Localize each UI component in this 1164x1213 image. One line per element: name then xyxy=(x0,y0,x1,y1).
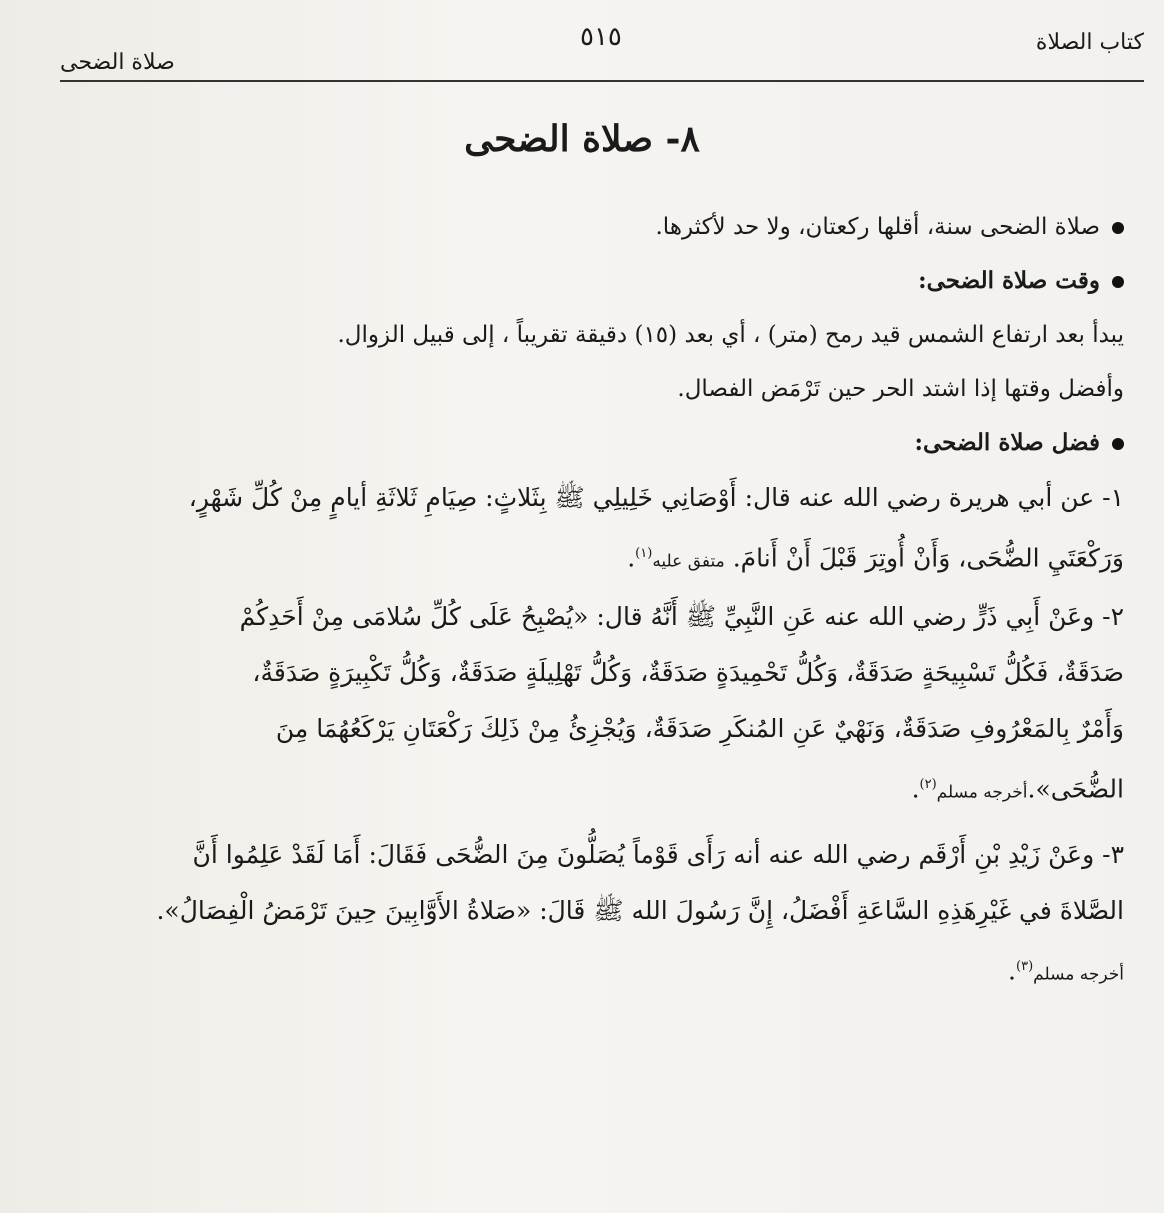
bullet-text: وقت صلاة الضحى: xyxy=(918,267,1100,294)
hadith-line: ٢- وعَنْ أَبِي ذَرٍّ رضي الله عنه عَنِ النَّبِيِّ ﷺ أَنَّهُ قال: «يُصْبِحُ عَلَى كُلِّ سُلامَى مِنْ أَحَدِكُمْ xyxy=(239,602,1124,632)
bullet-item xyxy=(40,254,1124,308)
footnote-ref: (٢) xyxy=(919,777,937,793)
bullet-text: صلاة الضحى سنة، أقلها ركعتان، ولا حد لأكثرها. xyxy=(655,214,1100,240)
footnote-ref: (١) xyxy=(635,546,653,561)
hadith-text: وَرَكْعَتَيِ الضُّحَى، وَأَنْ أُوتِرَ قَبْلَ أَنْ أَنامَ. xyxy=(732,543,1124,573)
section-title: ٨- صلاة الضحى xyxy=(464,118,700,160)
hadith-line: صَدَقَةٌ، فَكُلُّ تَسْبِيحَةٍ صَدَقَةٌ، وَكُلُّ تَحْمِيدَةٍ صَدَقَةٌ، وَكُلُّ تَهْلِيلَةٍ صَدَقَةٌ، وَكُلُّ تَكْبِيرَةٍ صَدَقَةٌ، xyxy=(252,658,1124,688)
hadith-source: أخرجه مسلم xyxy=(1033,963,1124,984)
hadith-text: الضُّحَى». xyxy=(1027,774,1124,804)
bullet-icon xyxy=(1112,276,1124,288)
paragraph-line: وأفضل وقتها إذا اشتد الحر حين تَرْمَض الفصال. xyxy=(677,376,1124,402)
bullet-item xyxy=(40,200,1124,254)
bullet-icon xyxy=(1112,222,1124,234)
hadith-line: أخرجه مسلم$^{(٣)}$. xyxy=(1008,955,1124,985)
book-title: كتاب الصلاة xyxy=(1035,30,1144,55)
hadith-line: ٣- وعَنْ زَيْدِ بْنِ أَرْقَم رضي الله عنه أنه رَأَى قَوْماً يُصَلُّونَ مِنَ الضُّحَى فَقَالَ: أَمَا لَقَدْ عَلِمُوا أَنَّ xyxy=(192,839,1124,869)
paragraph-line: يبدأ بعد ارتفاع الشمس قيد رمح (متر) ، أي بعد (١٥) دقيقة تقريباً ، إلى قبيل الزوال. xyxy=(337,322,1124,348)
hadith-line: وَأَمْرٌ بِالمَعْرُوفِ صَدَقَةٌ، وَنَهْيٌ عَنِ المُنكَرِ صَدَقَةٌ، وَيُجْزِئُ مِنْ ذَلِكَ رَكْعَتَانِ يَرْكَعُهُمَا مِنَ xyxy=(275,714,1124,744)
hadith-line: ١- عن أبي هريرة رضي الله عنه قال: أَوْصَانِي خَلِيلِي ﷺ بِثَلاثٍ: صِيَامِ ثَلاثَةِ أيامٍ مِنْ كُلِّ شَهْرٍ، xyxy=(188,483,1124,512)
hadith-source: متفق عليه xyxy=(652,551,725,572)
hadith-line: الضُّحَى».أخرجه مسلم$^{(٢)}$. xyxy=(911,774,1124,804)
bullet-item xyxy=(40,416,1124,470)
bullet-icon xyxy=(1112,438,1124,450)
virtue-heading: فضل صلاة الضحى: xyxy=(914,429,1100,456)
hadith-source: أخرجه مسلم xyxy=(936,782,1028,803)
page-number: ٥١٥ xyxy=(580,22,622,52)
footnote-ref: (٣) xyxy=(1016,958,1034,974)
header-rule xyxy=(60,80,1144,82)
hadith-line: وَرَكْعَتَيِ الضُّحَى، وَأَنْ أُوتِرَ قَبْلَ أَنْ أَنامَ. متفق عليه$^{(١)}$. xyxy=(627,543,1124,573)
page-content xyxy=(40,200,1124,1002)
running-header xyxy=(60,22,1144,82)
chapter-title: صلاة الضحى xyxy=(60,50,175,75)
hadith-line: الصَّلاةَ في غَيْرِهَذِهِ السَّاعَةِ أَفْضَلُ، إِنَّ رَسُولَ الله ﷺ قَالَ: «صَلاةُ الأَوَّابِينَ حِينَ تَرْمَضُ الْفِصَالُ». xyxy=(156,895,1124,925)
